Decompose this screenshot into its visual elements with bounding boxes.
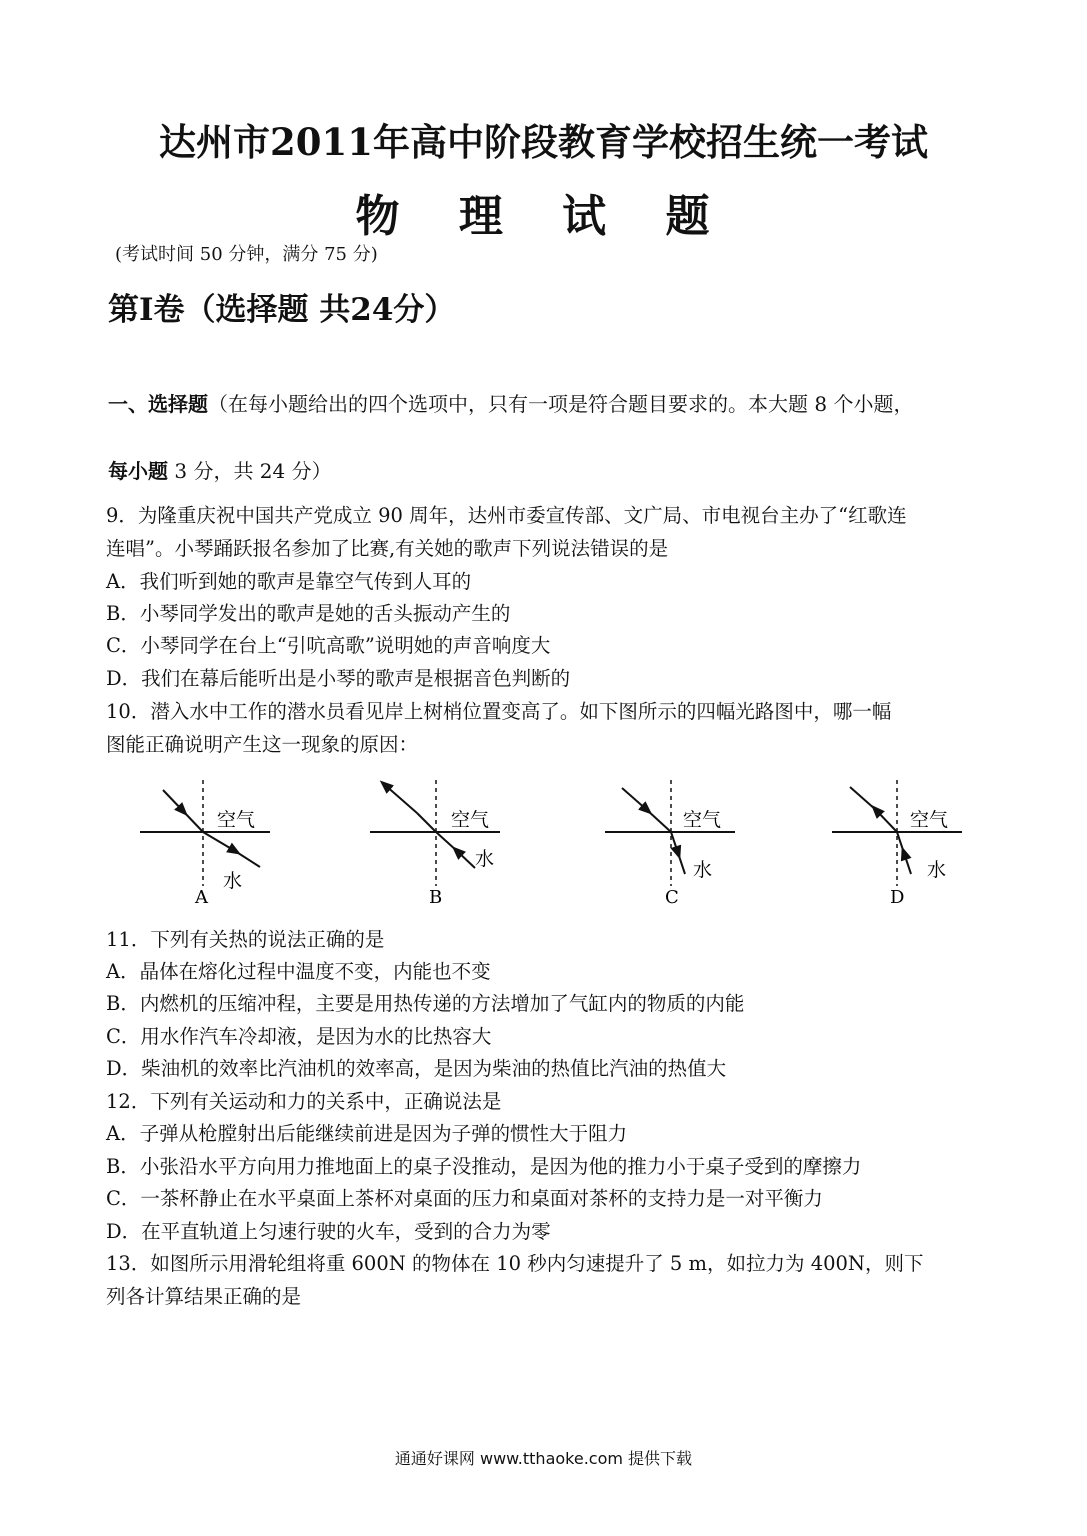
q9-option-c: C．小琴同学在台上“引吭高歌”说明她的声音响度大 xyxy=(106,634,551,657)
q10-stem-line1: 10．潜入水中工作的潜水员看见岸上树梢位置变高了。如下图所示的四幅光路图中，哪一幅 xyxy=(106,700,892,723)
q10-stem-line2: 图能正确说明产生这一现象的原因： xyxy=(106,733,419,756)
air-label-c: 空气 xyxy=(683,809,722,831)
air-label-b: 空气 xyxy=(451,809,490,831)
q9-stem-line1: 9．为隆重庆祝中国共产党成立 90 周年，达州市委宣传部、文广局、市电视台主办了“红歌连 xyxy=(106,504,907,527)
air-label-a: 空气 xyxy=(217,809,256,831)
q12-stem: 12．下列有关运动和力的关系中，正确说法是 xyxy=(106,1090,502,1113)
q11-stem: 11．下列有关热的说法正确的是 xyxy=(106,928,385,951)
diagram-a xyxy=(140,780,270,908)
water-label-a: 水 xyxy=(223,870,243,892)
diagram-d xyxy=(832,780,962,908)
q11-option-b: B．内燃机的压缩冲程，主要是用热传递的方法增加了气缸内的物质的内能 xyxy=(106,992,745,1015)
q12-option-c: C．一茶杯静止在水平桌面上茶杯对桌面的压力和桌面对茶杯的支持力是一对平衡力 xyxy=(106,1187,823,1210)
water-label-b: 水 xyxy=(475,848,495,870)
q13-stem-line1: 13．如图所示用滑轮组将重 600N 的物体在 10 秒内匀速提升了 5 m，如拉力为 400N，则下 xyxy=(106,1252,924,1275)
refraction-diagrams xyxy=(135,768,965,913)
subject-title: 物 理 试 题 xyxy=(355,191,732,242)
q9-stem-line2: 连唱”。小琴踊跃报名参加了比赛,有关她的歌声下列说法错误的是 xyxy=(106,537,669,560)
diagram-b xyxy=(370,780,500,908)
page-footer: 通通好课网 www.tthaoke.com 提供下载 xyxy=(394,1449,693,1468)
section-title: 第I卷（选择题 共24分） xyxy=(108,292,456,328)
q9-option-a: A．我们听到她的歌声是靠空气传到人耳的 xyxy=(106,570,472,593)
q11-option-a: A．晶体在熔化过程中温度不变，内能也不变 xyxy=(106,960,491,983)
q11-option-d: D．柴油机的效率比汽油机的效率高，是因为柴油的热值比汽油的热值大 xyxy=(106,1057,727,1080)
panel-label-a: A xyxy=(195,887,208,908)
section-instruction-cont xyxy=(108,455,332,484)
exam-info: (考试时间 50 分钟，满分 75 分) xyxy=(115,244,378,265)
panel-label-c: C xyxy=(665,887,679,908)
q9-option-d: D．我们在幕后能听出是小琴的歌声是根据音色判断的 xyxy=(106,667,571,690)
q12-option-d: D．在平直轨道上匀速行驶的火车，受到的合力为零 xyxy=(106,1220,551,1243)
panel-label-d: D xyxy=(890,887,905,908)
instruction-text: （在每小题给出的四个选项中，只有一项是符合题目要求的。本大题 8 个小题， xyxy=(208,392,914,416)
q12-option-b: B．小张沿水平方向用力推地面上的桌子没推动，是因为他的推力小于桌子受到的摩擦力 xyxy=(106,1155,862,1178)
diagram-c xyxy=(605,780,735,908)
q12-option-a: A．子弹从枪膛射出后能继续前进是因为子弹的惯性大于阻力 xyxy=(106,1122,628,1145)
section-instruction xyxy=(108,388,913,417)
instruction-cont-label: 每小题 xyxy=(108,459,168,483)
water-label-d: 水 xyxy=(927,859,947,881)
air-label-d: 空气 xyxy=(910,809,949,831)
water-label-c: 水 xyxy=(693,859,713,881)
instruction-label: 一、选择题 xyxy=(108,392,208,416)
panel-label-b: B xyxy=(429,887,443,908)
exam-title: 达州市2011年高中阶段教育学校招生统一考试 xyxy=(159,120,928,164)
instruction-cont-text: 3 分，共 24 分） xyxy=(168,459,332,483)
q9-option-b: B．小琴同学发出的歌声是她的舌头振动产生的 xyxy=(106,602,511,625)
q11-option-c: C．用水作汽车冷却液，是因为水的比热容大 xyxy=(106,1025,492,1048)
q13-stem-line2: 列各计算结果正确的是 xyxy=(106,1285,302,1308)
